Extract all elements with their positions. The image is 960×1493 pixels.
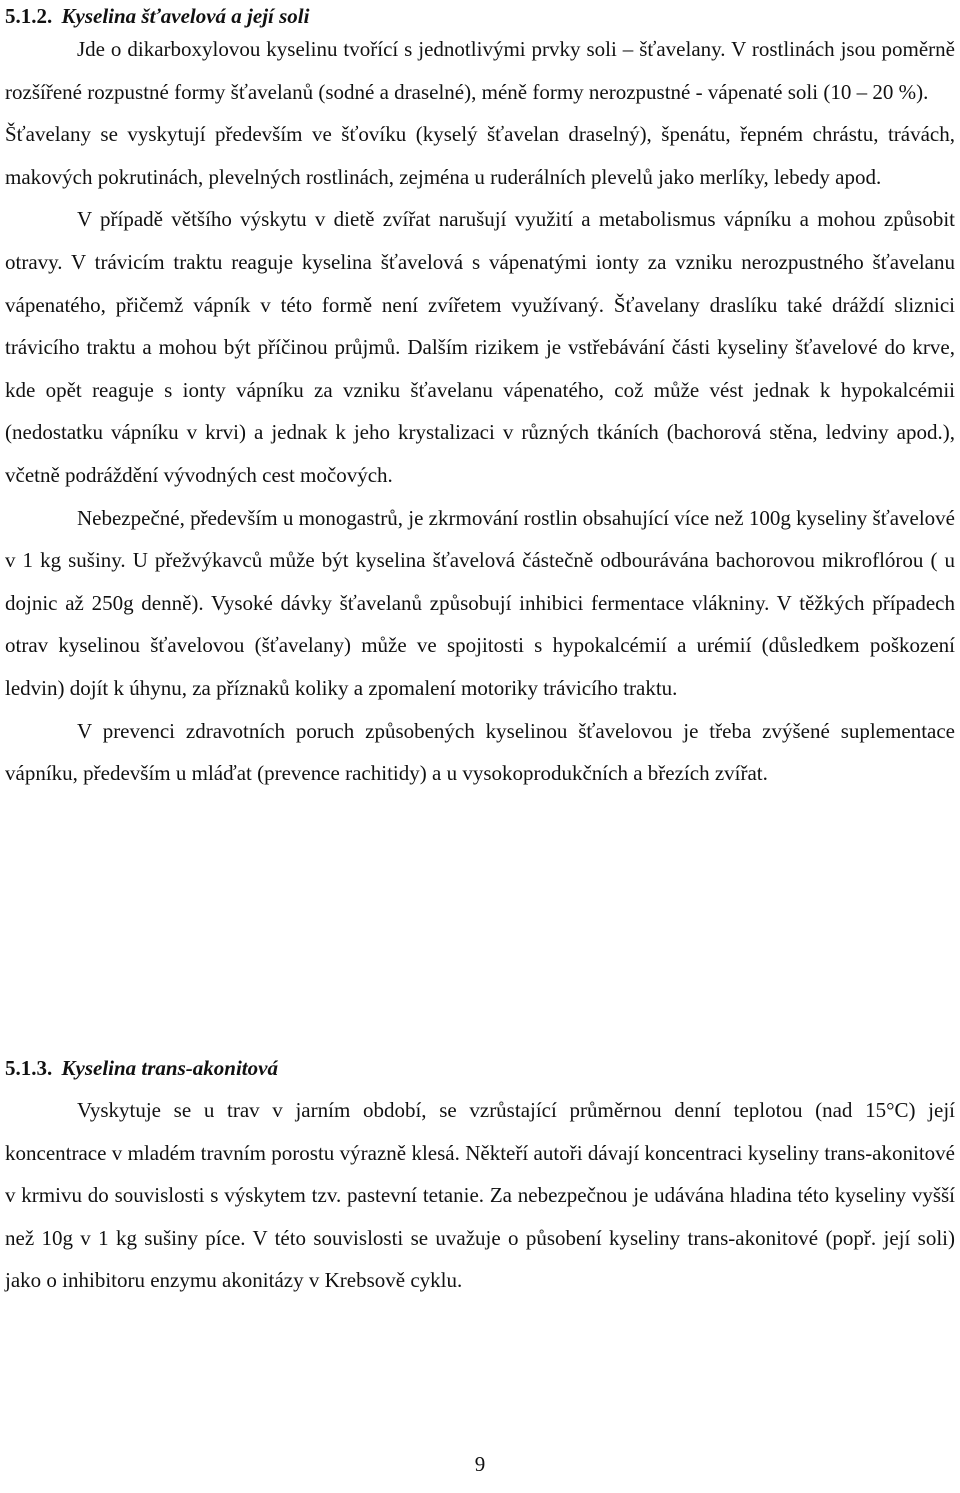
paragraph-prevention: V prevenci zdravotních poruch způsobených kyselinou šťavelovou je třeba zvýšené suplementace vápníku, především u mláďat (prevence rachitidy) a u vysokoprodukčních a březích zvířat. [5,718,955,786]
section-number: 5.1.3. [5,1056,53,1080]
section-body-5-1-2 [5,28,955,795]
section-heading-5-1-3 [5,1052,278,1084]
section-title: Kyselina trans-akonitová [61,1056,278,1080]
paragraph-trans-akonitova: Vyskytuje se u trav v jarním období, se vzrůstající průměrnou denní teplotou (nad 15°C) její koncentrace v mladém travním porostu výrazně klesá. Někteří autoři dávají koncentraci kyseliny trans-akonitové v krmivu do souvislosti s výskytem tzv. pastevní tetanie. Za nebezpečnou je udávána hladina této kyseliny vyšší než 10g v 1 kg sušiny píce. V této souvislosti se uvažuje o působení kyseliny trans-akonitové (popř. její soli) jako o inhibitoru enzymu akonitázy v Krebsově cyklu. [5,1098,955,1293]
section-title: Kyselina šťavelová a její soli [61,4,310,28]
section-number: 5.1.2. [5,4,53,28]
paragraph-intro: Jde o dikarboxylovou kyselinu tvořící s jednotlivými prvky soli – šťavelany. V rostlinách jsou poměrně rozšířené rozpustné formy šťavelanů (sodné a draselné), méně formy nerozpustné - vápenaté soli (10 – 20 %). [5,37,955,104]
section-body-5-1-3 [5,1089,955,1302]
paragraph-danger: Nebezpečné, především u monogastrů, je zkrmování rostlin obsahující více než 100g kyseliny šťavelové v 1 kg sušiny. U přežvýkavců může být kyselina šťavelová částečně odbourávána bachorovou mikroflórou ( u dojnic až 250g denně). Vysoké dávky šťavelanů způsobují inhibici fermentace vlákniny. V těžkých případech otrav kyselinou šťavelovou (šťavelany) může ve spojitosti s hypokalcémií a urémií (důsledkem poškození ledvin) dojít k úhynu, za příznaků koliky a zpomalení motoriky trávicího traktu. [5,505,955,700]
paragraph-occurrence: Šťavelany se vyskytují především ve šťovíku (kyselý šťavelan draselný), špenátu, řepném chrástu, trávách, makových pokrutinách, plevelných rostlinách, zejména u ruderálních plevelů jako merlíky, lebedy apod. [5,122,955,189]
page-number: 9 [474,1452,486,1476]
paragraph-effects: V případě většího výskytu v dietě zvířat narušují využití a metabolismus vápníku a mohou způsobit otravy. V trávicím traktu reaguje kyselina šťavelová s vápenatými ionty za vzniku nerozpustného šťavelanu vápenatého, přičemž vápník v této formě není zvířetem využívaný. Šťavelany draslíku také dráždí sliznici trávicího traktu a mohou být příčinou průjmů. Dalším rizikem je vstřebávání části kyseliny šťavelové do krve, kde opět reaguje s ionty vápníku za vzniku šťavelanu vápenatého, což může vést jednak k hypokalcémii (nedostatku vápníku v krvi) a jednak k jeho krystalizaci v různých tkáních (bachorová stěna, ledviny apod.), včetně podráždění vývodných cest močových. [5,207,955,487]
